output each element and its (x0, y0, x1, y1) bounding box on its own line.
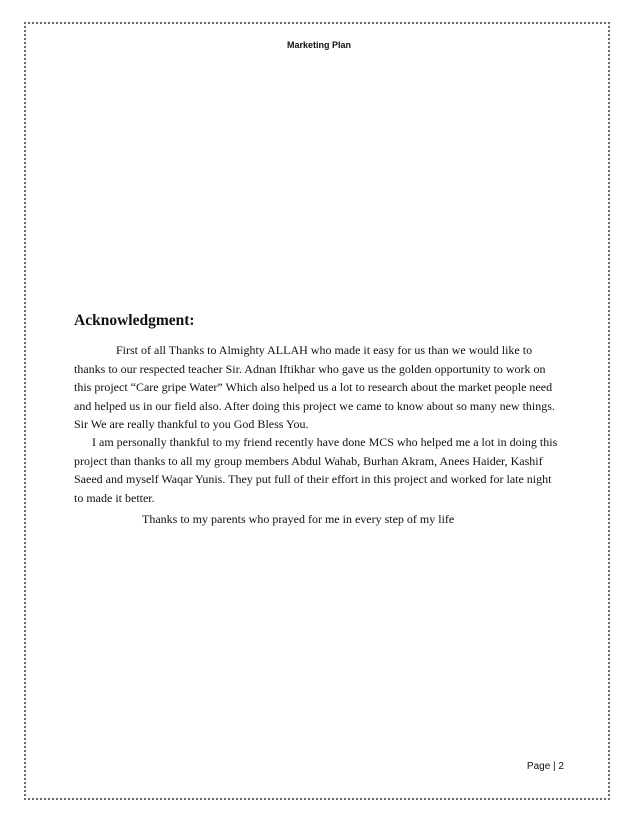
section-heading: Acknowledgment: (74, 312, 195, 329)
paragraph-acknowledgment-2: I am personally thankful to my friend recently have done MCS who helped me a lot in doing this project than thanks to all my group members Abdul Wahab, Burhan Akram, Anees Haider, Kashif Saeed and myself Waqar Yunis. They put full of their effort in this project and worked for late night to made it better. (74, 435, 558, 505)
page-header-title: Marketing Plan (286, 40, 351, 50)
paragraph-acknowledgment-1: First of all Thanks to Almighty ALLAH who made it easy for us than we would like to thanks to our respected teacher Sir. Adnan Iftikhar who gave us the golden opportunity to work on this project “Care gripe Water” Which also helped us a lot to research about the market people need and helped us in our field also. After doing this project we came to know about so many new things. Sir We are really thankful to you God Bless You. (74, 343, 555, 431)
paragraph-acknowledgment-3: Thanks to my parents who prayed for me in every step of my life (142, 512, 455, 526)
page-number-footer: Page | 2 (526, 761, 564, 772)
